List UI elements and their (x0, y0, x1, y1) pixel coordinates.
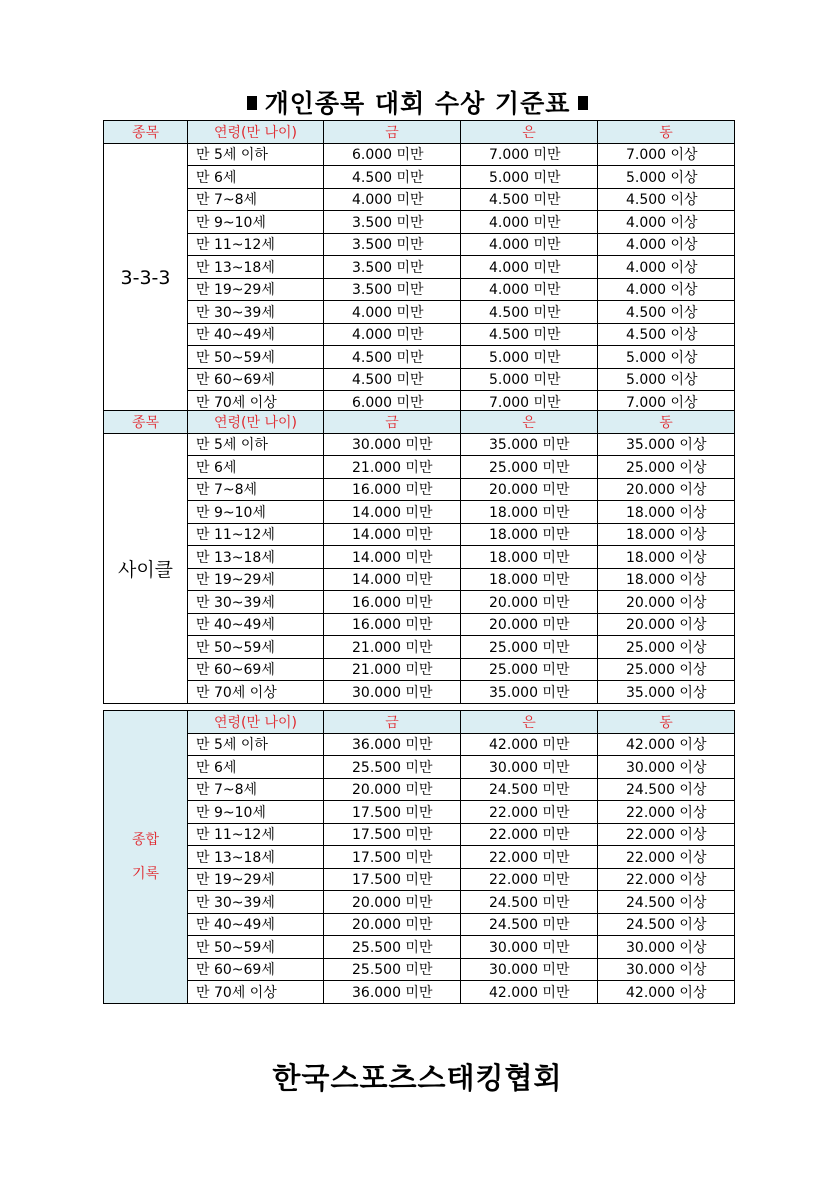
table-row (104, 981, 735, 1004)
age-cell: 만 70세 이상 (188, 391, 324, 414)
header-age: 연령(만 나이) (188, 711, 324, 734)
bronze-cell: 30.000 이상 (598, 756, 735, 779)
age-cell: 만 11~12세 (188, 823, 324, 846)
silver-cell: 30.000 미만 (461, 756, 598, 779)
table-row (104, 591, 735, 614)
header-gold: 금 (324, 121, 461, 144)
table-row (104, 868, 735, 891)
age-cell: 만 7~8세 (188, 778, 324, 801)
silver-cell: 4.000 미만 (461, 256, 598, 279)
gold-cell: 4.500 미만 (324, 368, 461, 391)
gold-cell: 14.000 미만 (324, 568, 461, 591)
gold-cell: 14.000 미만 (324, 501, 461, 524)
silver-cell: 18.000 미만 (461, 501, 598, 524)
bronze-cell: 18.000 이상 (598, 546, 735, 569)
table-row (104, 636, 735, 659)
table-row (104, 368, 735, 391)
silver-cell: 22.000 미만 (461, 823, 598, 846)
age-cell: 만 7~8세 (188, 188, 324, 211)
table-row (104, 143, 735, 166)
bronze-cell: 22.000 이상 (598, 846, 735, 869)
header-bronze: 동 (598, 121, 735, 144)
category-label (104, 711, 188, 1004)
bronze-cell: 4.500 이상 (598, 301, 735, 324)
page-title (0, 84, 835, 120)
table-row (104, 523, 735, 546)
table-row (104, 456, 735, 479)
bronze-cell: 25.000 이상 (598, 636, 735, 659)
bronze-cell: 7.000 이상 (598, 143, 735, 166)
table-header-row (104, 411, 735, 434)
silver-cell: 35.000 미만 (461, 433, 598, 456)
gold-cell: 25.500 미만 (324, 756, 461, 779)
age-cell: 만 50~59세 (188, 636, 324, 659)
silver-cell: 4.500 미만 (461, 323, 598, 346)
table-overall (103, 710, 735, 1004)
table-row (104, 211, 735, 234)
silver-cell: 22.000 미만 (461, 868, 598, 891)
age-cell: 만 9~10세 (188, 801, 324, 824)
category-label: 3-3-3 (104, 143, 188, 413)
table-row (104, 233, 735, 256)
gold-cell: 21.000 미만 (324, 636, 461, 659)
age-cell: 만 60~69세 (188, 958, 324, 981)
silver-cell: 30.000 미만 (461, 936, 598, 959)
gold-cell: 3.500 미만 (324, 211, 461, 234)
table-row (104, 846, 735, 869)
category-label-line: 종합 (131, 831, 160, 848)
silver-cell: 42.000 미만 (461, 981, 598, 1004)
bronze-cell: 18.000 이상 (598, 568, 735, 591)
bronze-cell: 7.000 이상 (598, 391, 735, 414)
table-row (104, 323, 735, 346)
category-label-line: 기록 (131, 865, 160, 882)
gold-cell: 36.000 미만 (324, 981, 461, 1004)
age-cell: 만 19~29세 (188, 278, 324, 301)
gold-cell: 20.000 미만 (324, 778, 461, 801)
age-cell: 만 70세 이상 (188, 981, 324, 1004)
silver-cell: 25.000 미만 (461, 636, 598, 659)
silver-cell: 5.000 미만 (461, 166, 598, 189)
header-age: 연령(만 나이) (188, 411, 324, 434)
gold-cell: 6.000 미만 (324, 391, 461, 414)
silver-cell: 5.000 미만 (461, 346, 598, 369)
bronze-cell: 4.000 이상 (598, 233, 735, 256)
silver-cell: 24.500 미만 (461, 913, 598, 936)
table-row (104, 823, 735, 846)
gold-cell: 4.000 미만 (324, 323, 461, 346)
silver-cell: 20.000 미만 (461, 613, 598, 636)
table-row (104, 891, 735, 914)
silver-cell: 22.000 미만 (461, 801, 598, 824)
organization-name: 한국스포츠스태킹협회 (272, 1061, 563, 1095)
gold-cell: 20.000 미만 (324, 891, 461, 914)
gold-cell: 17.500 미만 (324, 823, 461, 846)
header-gold: 금 (324, 411, 461, 434)
age-cell: 만 40~49세 (188, 913, 324, 936)
age-cell: 만 13~18세 (188, 846, 324, 869)
bronze-cell: 25.000 이상 (598, 456, 735, 479)
gold-cell: 16.000 미만 (324, 591, 461, 614)
header-silver: 은 (461, 121, 598, 144)
bronze-cell: 25.000 이상 (598, 658, 735, 681)
gold-cell: 4.000 미만 (324, 301, 461, 324)
age-cell: 만 11~12세 (188, 523, 324, 546)
age-cell: 만 6세 (188, 456, 324, 479)
bronze-cell: 24.500 이상 (598, 778, 735, 801)
header-bronze: 동 (598, 711, 735, 734)
bronze-cell: 18.000 이상 (598, 501, 735, 524)
header-bronze: 동 (598, 411, 735, 434)
bronze-cell: 22.000 이상 (598, 801, 735, 824)
age-cell: 만 13~18세 (188, 546, 324, 569)
table-row (104, 346, 735, 369)
silver-cell: 4.000 미만 (461, 278, 598, 301)
silver-cell: 25.000 미만 (461, 456, 598, 479)
gold-cell: 17.500 미만 (324, 868, 461, 891)
silver-cell: 30.000 미만 (461, 958, 598, 981)
table-row (104, 913, 735, 936)
age-cell: 만 5세 이하 (188, 433, 324, 456)
silver-cell: 4.000 미만 (461, 233, 598, 256)
bronze-cell: 4.500 이상 (598, 323, 735, 346)
table-row (104, 188, 735, 211)
silver-cell: 22.000 미만 (461, 846, 598, 869)
age-cell: 만 60~69세 (188, 368, 324, 391)
age-cell: 만 13~18세 (188, 256, 324, 279)
age-cell: 만 6세 (188, 166, 324, 189)
bronze-cell: 4.000 이상 (598, 256, 735, 279)
silver-cell: 4.500 미만 (461, 301, 598, 324)
silver-cell: 35.000 미만 (461, 681, 598, 704)
table-row (104, 958, 735, 981)
table-row (104, 613, 735, 636)
bronze-cell: 22.000 이상 (598, 823, 735, 846)
silver-cell: 24.500 미만 (461, 891, 598, 914)
table-row (104, 278, 735, 301)
header-age: 연령(만 나이) (188, 121, 324, 144)
table-row (104, 166, 735, 189)
page-title-text: 개인종목 대회 수상 기준표 (264, 89, 571, 118)
gold-cell: 3.500 미만 (324, 233, 461, 256)
age-cell: 만 50~59세 (188, 346, 324, 369)
gold-cell: 4.500 미만 (324, 166, 461, 189)
table-row (104, 778, 735, 801)
bronze-cell: 20.000 이상 (598, 591, 735, 614)
square-bullet-icon (578, 96, 588, 110)
gold-cell: 25.500 미만 (324, 958, 461, 981)
gold-cell: 4.000 미만 (324, 188, 461, 211)
age-cell: 만 6세 (188, 756, 324, 779)
age-cell: 만 11~12세 (188, 233, 324, 256)
silver-cell: 18.000 미만 (461, 546, 598, 569)
table-row (104, 501, 735, 524)
header-gold: 금 (324, 711, 461, 734)
silver-cell: 42.000 미만 (461, 733, 598, 756)
table-row (104, 256, 735, 279)
silver-cell: 7.000 미만 (461, 143, 598, 166)
table-3-3-3 (103, 120, 735, 414)
bronze-cell: 24.500 이상 (598, 913, 735, 936)
age-cell: 만 9~10세 (188, 211, 324, 234)
silver-cell: 20.000 미만 (461, 591, 598, 614)
bronze-cell: 4.000 이상 (598, 211, 735, 234)
bronze-cell: 30.000 이상 (598, 958, 735, 981)
gold-cell: 21.000 미만 (324, 658, 461, 681)
gold-cell: 17.500 미만 (324, 801, 461, 824)
bronze-cell: 5.000 이상 (598, 166, 735, 189)
age-cell: 만 30~39세 (188, 591, 324, 614)
age-cell: 만 60~69세 (188, 658, 324, 681)
table-row (104, 568, 735, 591)
table-header-row (104, 121, 735, 144)
gold-cell: 16.000 미만 (324, 613, 461, 636)
table-row (104, 301, 735, 324)
bronze-cell: 42.000 이상 (598, 981, 735, 1004)
bronze-cell: 4.500 이상 (598, 188, 735, 211)
silver-cell: 4.000 미만 (461, 211, 598, 234)
age-cell: 만 19~29세 (188, 568, 324, 591)
bronze-cell: 5.000 이상 (598, 368, 735, 391)
bronze-cell: 4.000 이상 (598, 278, 735, 301)
silver-cell: 5.000 미만 (461, 368, 598, 391)
bronze-cell: 18.000 이상 (598, 523, 735, 546)
table-row (104, 733, 735, 756)
bronze-cell: 24.500 이상 (598, 891, 735, 914)
header-category: 종목 (104, 411, 188, 434)
age-cell: 만 50~59세 (188, 936, 324, 959)
silver-cell: 24.500 미만 (461, 778, 598, 801)
gold-cell: 6.000 미만 (324, 143, 461, 166)
table-row (104, 801, 735, 824)
header-category: 종목 (104, 121, 188, 144)
table-row (104, 658, 735, 681)
bronze-cell: 30.000 이상 (598, 936, 735, 959)
age-cell: 만 19~29세 (188, 868, 324, 891)
gold-cell: 30.000 미만 (324, 433, 461, 456)
gold-cell: 36.000 미만 (324, 733, 461, 756)
gold-cell: 25.500 미만 (324, 936, 461, 959)
table-row (104, 936, 735, 959)
table-row (104, 756, 735, 779)
age-cell: 만 5세 이하 (188, 143, 324, 166)
age-cell: 만 5세 이하 (188, 733, 324, 756)
gold-cell: 20.000 미만 (324, 913, 461, 936)
silver-cell: 7.000 미만 (461, 391, 598, 414)
bronze-cell: 35.000 이상 (598, 433, 735, 456)
bronze-cell: 5.000 이상 (598, 346, 735, 369)
gold-cell: 14.000 미만 (324, 546, 461, 569)
table-header-row (104, 711, 735, 734)
gold-cell: 14.000 미만 (324, 523, 461, 546)
silver-cell: 4.500 미만 (461, 188, 598, 211)
age-cell: 만 40~49세 (188, 613, 324, 636)
silver-cell: 18.000 미만 (461, 523, 598, 546)
header-silver: 은 (461, 711, 598, 734)
gold-cell: 3.500 미만 (324, 256, 461, 279)
table-row (104, 478, 735, 501)
age-cell: 만 40~49세 (188, 323, 324, 346)
table-cycle (103, 410, 735, 704)
table-row (104, 433, 735, 456)
gold-cell: 17.500 미만 (324, 846, 461, 869)
silver-cell: 20.000 미만 (461, 478, 598, 501)
category-label: 사이클 (104, 433, 188, 703)
age-cell: 만 30~39세 (188, 301, 324, 324)
gold-cell: 16.000 미만 (324, 478, 461, 501)
gold-cell: 30.000 미만 (324, 681, 461, 704)
header-silver: 은 (461, 411, 598, 434)
bronze-cell: 22.000 이상 (598, 868, 735, 891)
gold-cell: 3.500 미만 (324, 278, 461, 301)
table-row (104, 681, 735, 704)
age-cell: 만 70세 이상 (188, 681, 324, 704)
age-cell: 만 7~8세 (188, 478, 324, 501)
age-cell: 만 30~39세 (188, 891, 324, 914)
square-bullet-icon (247, 96, 257, 110)
bronze-cell: 20.000 이상 (598, 478, 735, 501)
silver-cell: 25.000 미만 (461, 658, 598, 681)
silver-cell: 18.000 미만 (461, 568, 598, 591)
bronze-cell: 42.000 이상 (598, 733, 735, 756)
table-row (104, 546, 735, 569)
gold-cell: 4.500 미만 (324, 346, 461, 369)
bronze-cell: 35.000 이상 (598, 681, 735, 704)
bronze-cell: 20.000 이상 (598, 613, 735, 636)
age-cell: 만 9~10세 (188, 501, 324, 524)
gold-cell: 21.000 미만 (324, 456, 461, 479)
